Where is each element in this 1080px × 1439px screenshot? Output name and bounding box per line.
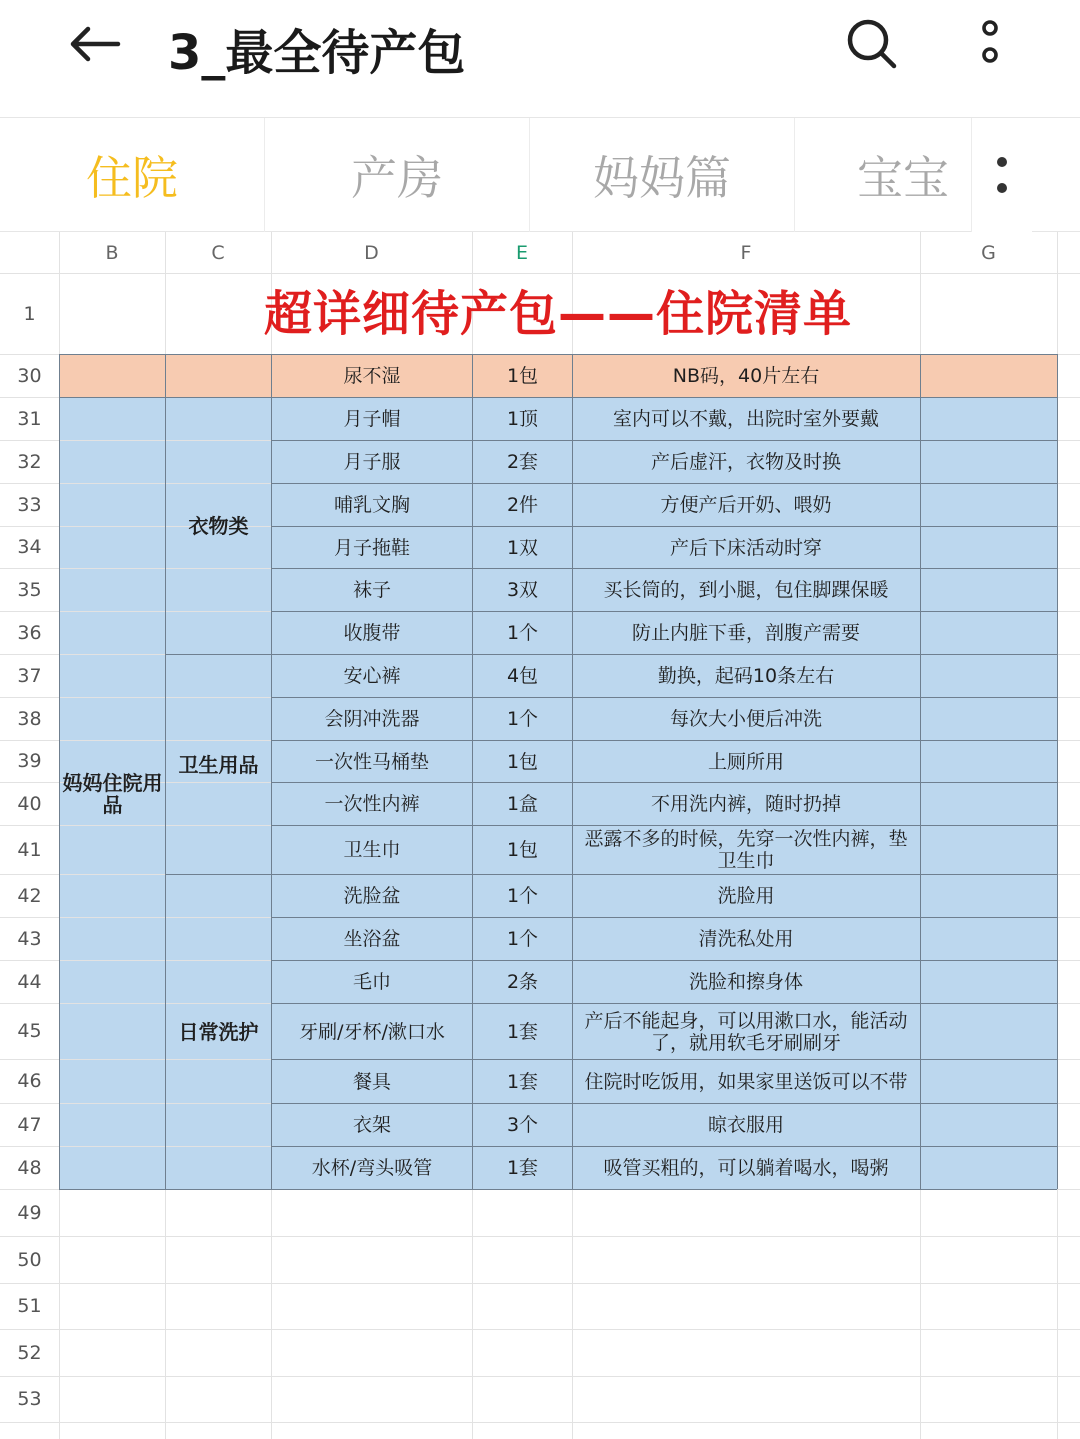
- quantity-cell[interactable]: 1套: [506, 1070, 539, 1093]
- row-header[interactable]: 51: [17, 1295, 42, 1317]
- table-border: [59, 1189, 1057, 1190]
- row-header[interactable]: 1: [23, 302, 36, 325]
- item-cell[interactable]: 会阴冲洗器: [324, 708, 420, 730]
- row-header[interactable]: 42: [17, 884, 42, 907]
- note-cell[interactable]: 勤换，起码10条左右: [657, 665, 835, 687]
- table-border: [271, 354, 272, 1189]
- tab-zhuyuan[interactable]: 住院: [0, 118, 265, 232]
- quantity-cell[interactable]: 2件: [506, 494, 539, 516]
- quantity-cell[interactable]: 3个: [506, 1114, 539, 1136]
- table-border: [572, 354, 573, 1189]
- item-cell[interactable]: 坐浴盆: [343, 928, 401, 950]
- gridline: [0, 1422, 1080, 1423]
- more-options-button[interactable]: [960, 12, 1020, 76]
- note-cell[interactable]: 上厕所用: [707, 750, 784, 773]
- item-cell[interactable]: 毛巾: [352, 971, 391, 993]
- category-cell[interactable]: 日常洗护: [178, 1020, 259, 1044]
- app-bar: [0, 0, 1080, 118]
- item-cell[interactable]: 月子拖鞋: [333, 536, 410, 559]
- sheet-title: 超详细待产包——住院清单: [263, 285, 852, 342]
- sheet-tabs: [0, 118, 1080, 232]
- row-header[interactable]: 31: [17, 407, 42, 430]
- note-cell[interactable]: 恶露不多的时候，先穿一次性内裤，垫卫生巾: [584, 828, 908, 872]
- item-cell[interactable]: 餐具: [352, 1070, 391, 1093]
- search-button[interactable]: [840, 12, 904, 76]
- item-cell[interactable]: 洗脸盆: [343, 885, 401, 907]
- quantity-cell[interactable]: 1套: [506, 1020, 539, 1043]
- quantity-cell[interactable]: 2套: [506, 451, 539, 473]
- quantity-cell[interactable]: 1盒: [506, 793, 539, 815]
- item-cell[interactable]: 安心裤: [343, 665, 401, 687]
- gridline: [0, 1236, 1080, 1237]
- item-cell[interactable]: 水杯/弯头吸管: [311, 1157, 433, 1179]
- row-header[interactable]: 46: [17, 1070, 42, 1092]
- quantity-cell[interactable]: 3双: [506, 579, 539, 601]
- row-header[interactable]: 40: [17, 792, 42, 815]
- tabs-more-button[interactable]: [972, 118, 1032, 232]
- note-cell[interactable]: 不用洗内裤，随时扔掉: [650, 793, 841, 815]
- row-header[interactable]: 53: [17, 1388, 42, 1410]
- item-cell[interactable]: 卫生巾: [343, 839, 401, 861]
- row-header[interactable]: 45: [17, 1020, 42, 1042]
- quantity-cell[interactable]: 1个: [506, 622, 539, 644]
- row-header[interactable]: 30: [17, 364, 42, 387]
- row-header[interactable]: 43: [17, 927, 42, 950]
- more-vertical-icon: [978, 19, 1002, 69]
- note-cell[interactable]: NB码，40片左右: [672, 365, 820, 387]
- gridline: [0, 1329, 1080, 1330]
- row-header[interactable]: 38: [17, 707, 42, 730]
- column-header-c[interactable]: C: [211, 241, 225, 264]
- quantity-cell[interactable]: 1个: [506, 885, 539, 907]
- item-cell[interactable]: 一次性马桶垫: [314, 750, 429, 773]
- spreadsheet-grid[interactable]: [0, 232, 1080, 1439]
- search-icon: [844, 16, 900, 72]
- item-cell[interactable]: 牙刷/牙杯/漱口水: [299, 1020, 445, 1043]
- category-cell[interactable]: 衣物类: [188, 514, 249, 538]
- document-title: 3_最全待产包: [168, 25, 466, 81]
- column-header-g[interactable]: G: [981, 241, 996, 264]
- row-header[interactable]: 48: [17, 1156, 42, 1179]
- quantity-cell[interactable]: 1双: [506, 536, 539, 559]
- note-cell[interactable]: 每次大小便后冲洗: [669, 708, 822, 730]
- row-header[interactable]: 37: [17, 664, 42, 687]
- table-border: [1057, 354, 1058, 1189]
- tab-mamapian[interactable]: 妈妈篇: [530, 118, 795, 232]
- quantity-cell[interactable]: 1顶: [506, 408, 539, 430]
- note-cell[interactable]: 吸管买粗的，可以躺着喝水，喝粥: [603, 1157, 889, 1179]
- item-cell[interactable]: 衣架: [352, 1114, 391, 1136]
- note-cell[interactable]: 方便产后开奶、喂奶: [660, 494, 832, 516]
- item-cell[interactable]: 收腹带: [343, 622, 401, 644]
- note-cell[interactable]: 洗脸和擦身体: [688, 971, 803, 993]
- item-cell[interactable]: 袜子: [352, 579, 391, 601]
- row-header[interactable]: 49: [17, 1201, 42, 1224]
- table-border: [920, 354, 921, 1189]
- row-header[interactable]: 41: [17, 838, 42, 861]
- row-header[interactable]: 34: [17, 536, 42, 558]
- quantity-cell[interactable]: 1套: [506, 1157, 539, 1179]
- note-cell[interactable]: 晾衣服用: [707, 1114, 784, 1136]
- quantity-cell[interactable]: 1个: [506, 708, 539, 730]
- column-header-e[interactable]: E: [515, 241, 528, 264]
- item-cell[interactable]: 月子服: [343, 451, 401, 473]
- gridline: [0, 1283, 1080, 1284]
- row-header[interactable]: 44: [17, 970, 42, 993]
- note-cell[interactable]: 室内可以不戴，出院时室外要戴: [612, 408, 879, 430]
- quantity-cell[interactable]: 4包: [506, 665, 539, 687]
- row-header[interactable]: 39: [17, 750, 42, 772]
- quantity-cell[interactable]: 1包: [506, 839, 539, 861]
- quantity-cell[interactable]: 1包: [506, 750, 539, 773]
- more-vertical-icon: [995, 155, 1009, 195]
- note-cell[interactable]: 洗脸用: [717, 885, 775, 907]
- back-arrow-icon: [66, 24, 122, 64]
- note-cell[interactable]: 产后虚汗，衣物及时换: [650, 451, 841, 473]
- note-cell[interactable]: 住院时吃饭用，如果家里送饭可以不带: [584, 1070, 908, 1093]
- column-header-f[interactable]: F: [740, 241, 752, 264]
- note-cell[interactable]: 产后下床活动时穿: [669, 536, 822, 559]
- row-header[interactable]: 36: [17, 621, 42, 644]
- note-cell[interactable]: 清洗私处用: [698, 928, 794, 950]
- column-header-b[interactable]: B: [105, 241, 119, 264]
- tab-baobao[interactable]: [795, 118, 972, 232]
- quantity-cell[interactable]: 1个: [506, 928, 539, 950]
- row-header[interactable]: 35: [17, 578, 42, 601]
- group-cell[interactable]: 妈妈住院用品: [62, 770, 163, 817]
- back-button[interactable]: [62, 18, 126, 70]
- row-header[interactable]: 50: [17, 1248, 42, 1271]
- item-cell[interactable]: 月子帽: [343, 408, 401, 430]
- table-border: [472, 354, 473, 1189]
- item-cell[interactable]: 哺乳文胸: [333, 494, 410, 516]
- quantity-cell[interactable]: 2条: [506, 971, 539, 993]
- note-cell[interactable]: 防止内脏下垂，剖腹产需要: [631, 622, 860, 644]
- quantity-cell[interactable]: 1包: [506, 365, 539, 387]
- row-header[interactable]: 47: [17, 1113, 42, 1136]
- tab-label: 宝宝: [857, 151, 949, 205]
- row-header[interactable]: 52: [17, 1341, 42, 1364]
- row-header[interactable]: 33: [17, 493, 42, 516]
- tab-chanfang[interactable]: 产房: [265, 118, 530, 232]
- item-cell[interactable]: 一次性内裤: [324, 793, 420, 815]
- category-cell[interactable]: 卫生用品: [178, 752, 259, 777]
- note-cell[interactable]: 产后不能起身，可以用漱口水，能活动了，就用软毛牙刷刷牙: [584, 1009, 908, 1054]
- column-header-d[interactable]: D: [364, 241, 379, 264]
- item-cell[interactable]: 尿不湿: [343, 365, 401, 387]
- note-cell[interactable]: 买长筒的，到小腿，包住脚踝保暖: [603, 579, 889, 601]
- row-header[interactable]: 32: [17, 450, 42, 473]
- gridline: [0, 1376, 1080, 1377]
